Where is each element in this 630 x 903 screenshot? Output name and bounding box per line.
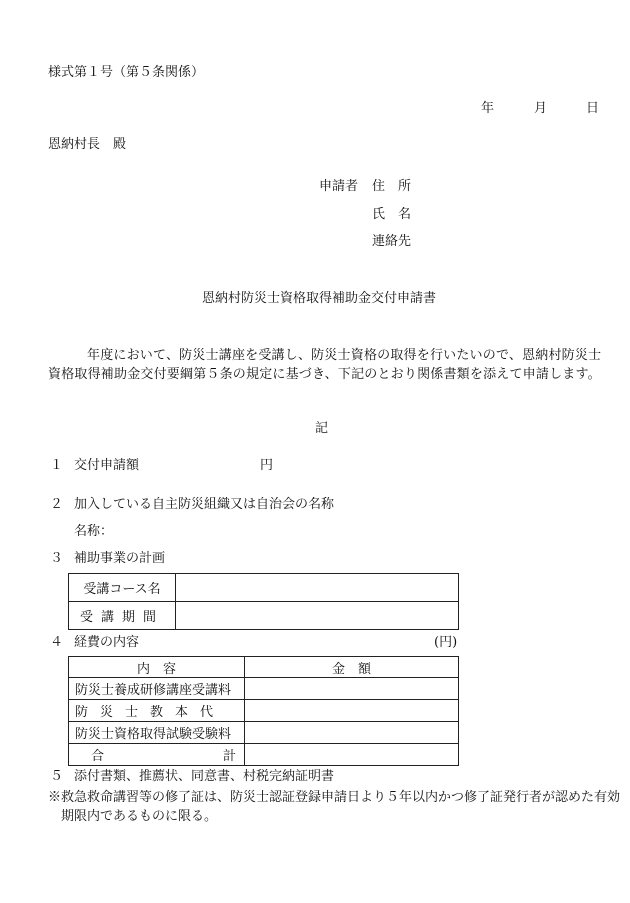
- expense-label: 防災士資格取得試験受験料: [69, 722, 245, 744]
- item5-label: 添付書類、推薦状、同意書、村税完納証明書: [74, 769, 335, 784]
- total-label-a: 合: [91, 749, 105, 764]
- col-amount-header: 金 額: [245, 657, 459, 678]
- date-year: 年: [481, 101, 495, 116]
- expense-header-row: [69, 657, 459, 678]
- item4-number: ４: [50, 635, 64, 650]
- document-title: 恩納村防災士資格取得補助金交付申請書: [202, 291, 437, 306]
- col-content-header: 内 容: [69, 657, 245, 678]
- item1-label: 交付申請額: [74, 458, 140, 473]
- course-name-value[interactable]: [176, 574, 459, 602]
- item1-unit: 円: [260, 458, 274, 473]
- plan-table: [68, 573, 459, 630]
- course-period-value[interactable]: [176, 602, 459, 630]
- plan-row-period: [69, 602, 459, 630]
- date-day: 日: [586, 101, 600, 116]
- item3-label: 補助事業の計画: [74, 551, 166, 566]
- plan-row-course: [69, 574, 459, 602]
- expense-row: [69, 722, 459, 744]
- applicant-contact-label: 連絡先: [372, 234, 412, 249]
- expense-row: [69, 700, 459, 722]
- item4-unit: (円): [434, 635, 458, 650]
- item3-number: ３: [50, 551, 64, 566]
- item2-name-label: 名称：: [74, 524, 114, 539]
- item4-label: 経費の内容: [74, 635, 140, 650]
- date-month: 月: [534, 101, 548, 116]
- form-number: 様式第１号（第５条関係）: [48, 65, 205, 80]
- applicant-label: 申請者: [319, 179, 359, 194]
- expense-label: 防災士教本代: [69, 700, 245, 722]
- body-paragraph: 年度において、防災士講座を受講し、防災士資格の取得を行いたいので、恩納村防災士資格取得補助金交付要綱第５条の規定に基づき、下記のとおり関係書類を添えて申請します。: [48, 348, 602, 382]
- applicant-address-label: 住 所: [372, 179, 412, 194]
- addressee: 恩納村長 殿: [48, 137, 127, 152]
- expense-amount[interactable]: [245, 678, 459, 700]
- expense-amount[interactable]: [245, 722, 459, 744]
- item2-label: 加入している自主防災組織又は自治会の名称: [74, 497, 335, 512]
- expense-amount[interactable]: [245, 700, 459, 722]
- course-period-label: 受講期間: [69, 602, 176, 630]
- total-amount[interactable]: [245, 744, 459, 766]
- item2-number: ２: [50, 497, 64, 512]
- expense-label: 防災士養成研修講座受講料: [69, 678, 245, 700]
- total-label: [69, 744, 245, 766]
- footnote: ※救急救命講習等の修了証は、防災士認証登録申請日より５年以内かつ修了証発行者が認めた有効期限内であるものに限る。: [48, 790, 621, 824]
- ki-label: 記: [315, 421, 329, 436]
- item1-number: １: [50, 458, 64, 473]
- expense-table: [68, 656, 459, 766]
- expense-row: [69, 678, 459, 700]
- applicant-name-label: 氏 名: [372, 207, 412, 222]
- item5-number: ５: [50, 769, 64, 784]
- course-name-label: 受講コース名: [69, 574, 176, 602]
- expense-total-row: [69, 744, 459, 766]
- total-label-b: 計: [222, 749, 236, 764]
